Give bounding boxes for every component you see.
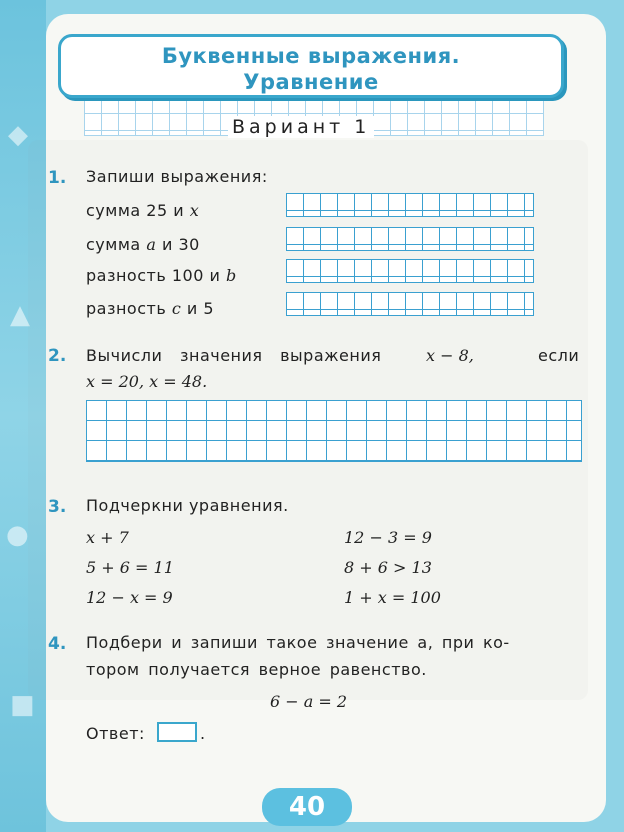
equation-option[interactable]: 12 − 3 = 9 xyxy=(344,528,432,547)
equation-option[interactable]: x + 7 xyxy=(86,528,129,547)
equation-option[interactable]: 8 + 6 > 13 xyxy=(344,558,432,577)
item-text: сумма xyxy=(86,235,141,254)
task-3-number: 3. xyxy=(48,497,67,517)
task-4-number: 4. xyxy=(48,634,67,654)
item-text: и 5 xyxy=(186,299,215,318)
equation-option[interactable]: 12 − x = 9 xyxy=(86,588,173,607)
item-text: сумма 25 и xyxy=(86,201,185,220)
variant-heading: Вариант 1 xyxy=(228,116,374,138)
item-variable: b xyxy=(225,266,237,285)
decor-shape: ■ xyxy=(10,690,35,720)
answer-grid-3[interactable] xyxy=(286,259,534,283)
page-title xyxy=(58,34,564,98)
item-text: разность xyxy=(86,299,167,318)
task-1-item-1 xyxy=(86,201,199,220)
task-1-item-4 xyxy=(86,299,214,318)
task-1-number: 1. xyxy=(48,168,67,188)
task-1-item-3 xyxy=(86,266,237,285)
item-variable: a xyxy=(146,235,157,254)
task-1-item-2 xyxy=(86,235,200,254)
task-4-line-1: Подбери и запиши такое значение a, при ко- xyxy=(86,633,510,652)
answer-label: Ответ: xyxy=(86,724,145,743)
page-number: 40 xyxy=(262,788,352,826)
task-2-text-a: Вычисли значения выражения xyxy=(86,346,382,365)
task-2-text-b: если xyxy=(538,346,580,365)
answer-grid-4[interactable] xyxy=(286,292,534,316)
answer-input-box[interactable] xyxy=(157,722,197,742)
item-text: и 30 xyxy=(161,235,200,254)
task-2-expression: x − 8, xyxy=(426,346,474,365)
task-4-line-2: тором получается верное равенство. xyxy=(86,660,427,679)
task-2-values: x = 20, x = 48. xyxy=(86,372,208,391)
task-2-number: 2. xyxy=(48,346,67,366)
equation-option[interactable]: 5 + 6 = 11 xyxy=(86,558,174,577)
task-1-prompt: Запиши выражения: xyxy=(86,167,268,186)
decor-shape: ◆ xyxy=(8,120,28,150)
item-text: разность 100 и xyxy=(86,266,221,285)
equation-option[interactable]: 1 + x = 100 xyxy=(344,588,441,607)
answer-dot: . xyxy=(200,724,206,743)
answer-grid-2[interactable] xyxy=(286,227,534,251)
decor-shape: ▲ xyxy=(10,300,30,330)
task-4-equation: 6 − a = 2 xyxy=(270,692,348,711)
answer-grid-1[interactable] xyxy=(286,193,534,217)
title-line-1: Буквенные выражения. xyxy=(161,44,461,68)
task-2-answer-grid[interactable] xyxy=(86,400,582,462)
decor-shape: ● xyxy=(6,520,29,550)
item-variable: x xyxy=(189,201,200,220)
title-line-2: Уравнение xyxy=(243,70,379,94)
item-variable: c xyxy=(171,299,182,318)
task-3-prompt: Подчеркни уравнения. xyxy=(86,496,289,515)
